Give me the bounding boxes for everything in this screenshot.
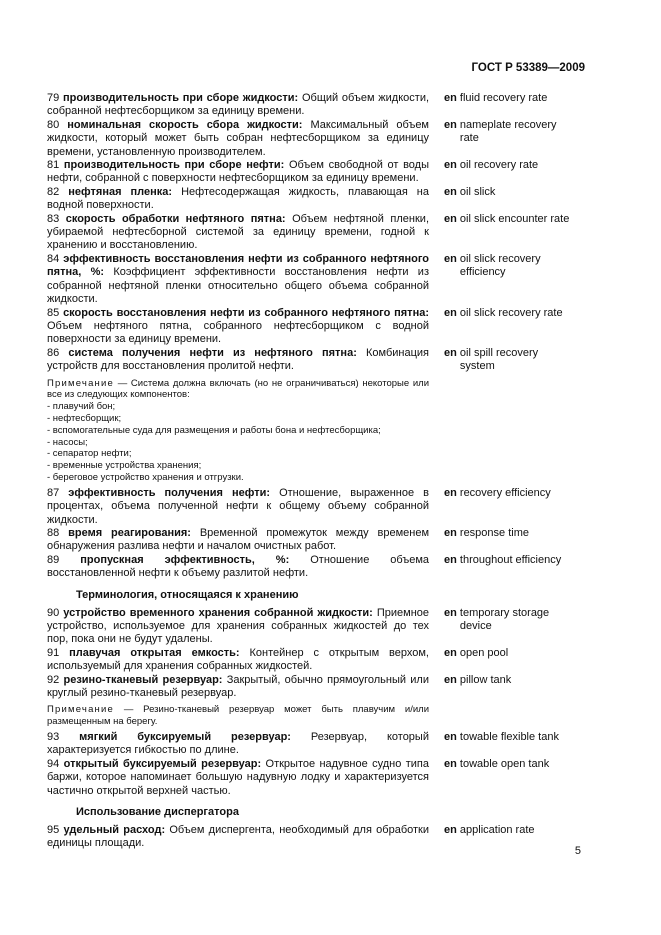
term-number: 83: [47, 212, 60, 225]
note-list-item: - сепаратор нефти;: [47, 448, 132, 460]
term-entry: [47, 647, 587, 674]
term-number: 91: [47, 646, 60, 659]
note-text: — Резино-тканевый резервуар может быть плавучим и/или размещенным на берегу.: [47, 704, 430, 728]
language-tag: en: [444, 118, 457, 131]
english-term: oil spill recovery system: [459, 346, 539, 373]
entry-group: [47, 92, 587, 374]
section-heading-storage: Терминология, относящаяся к хранению: [76, 588, 299, 601]
english-equivalent: [444, 758, 584, 798]
term-name: система получения нефти из нефтяного пятна:: [68, 346, 357, 359]
term-name: плавучая открытая емкость:: [69, 646, 240, 659]
term-number: 87: [47, 486, 60, 499]
term-definition: [47, 758, 429, 798]
definition-text: Общий объем жидкости, собранной нефтесборщиком за единицу времени.: [47, 92, 430, 118]
term-name: резино-тканевый резервуар:: [63, 673, 223, 686]
term-name: эффективность получения нефти:: [68, 486, 271, 499]
term-entry: [47, 674, 587, 701]
english-equivalent: [444, 674, 584, 701]
note-list-item: - временные устройства хранения;: [47, 460, 202, 472]
term-number: 85: [47, 306, 60, 319]
term-definition: [47, 674, 429, 701]
language-tag: en: [444, 730, 457, 743]
english-term: application rate: [459, 824, 535, 837]
term-name: мягкий буксируемый резервуар:: [79, 730, 291, 743]
term-entry: [47, 253, 587, 307]
definition-text: Коэффициент эффективности восстановления нефти из собранной нефтяной пленки относительно общего объема собранной жидкости.: [47, 266, 429, 306]
term-entry: [47, 159, 587, 186]
english-equivalent: [444, 607, 584, 647]
term-definition: [47, 824, 429, 851]
english-term: oil slick: [459, 185, 496, 198]
term-entry: [47, 186, 587, 213]
language-tag: en: [444, 306, 457, 319]
english-term: oil slick encounter rate: [459, 212, 570, 225]
term-number: 94: [47, 757, 60, 770]
english-term: throughout efficiency: [459, 553, 562, 566]
term-number: 95: [47, 824, 60, 837]
english-term: temporary storage device: [459, 606, 550, 632]
term-entry: [47, 527, 587, 554]
english-term: towable open tank: [459, 757, 550, 770]
term-number: 81: [47, 159, 60, 172]
note-list: [47, 401, 429, 484]
english-term: recovery efficiency: [459, 486, 551, 499]
english-term: oil recovery rate: [459, 159, 539, 172]
term-definition: [47, 307, 429, 347]
english-term: pillow tank: [459, 673, 512, 686]
term-definition: [47, 253, 429, 307]
terms-content: [47, 92, 587, 851]
term-definition: [47, 213, 429, 253]
english-equivalent: [444, 159, 584, 186]
note-list-item: - вспомогательные суда для размещения и работы бона и нефтесборщика;: [47, 424, 381, 436]
english-term: nameplate recovery rate: [459, 118, 557, 145]
definition-text: Открытое надувное судно типа баржи, которое напоминает большую надувную лодку и характеризуется частично открытой верхней частью.: [47, 757, 429, 797]
note-list-item: - береговое устройство хранения и отгрузки.: [47, 471, 244, 483]
language-tag: en: [444, 252, 457, 265]
term-number: 79: [47, 92, 60, 104]
definition-text: Нефтесодержащая жидкость, плавающая на водной поверхности.: [47, 185, 429, 212]
note-label: Примечание: [47, 377, 114, 389]
term-name: нефтяная пленка:: [68, 185, 173, 198]
definition-text: Временной промежуток между временем обнаружения разлива нефти и началом очистных работ.: [47, 526, 430, 553]
entry-group: [47, 824, 587, 851]
term-definition: [47, 607, 429, 647]
language-tag: en: [444, 92, 457, 104]
language-tag: en: [444, 646, 457, 659]
term-definition: [47, 731, 429, 758]
term-entry: [47, 213, 587, 253]
term-name: производительность при сборе жидкости:: [63, 92, 299, 104]
term-definition: [47, 347, 429, 374]
term-entry: [47, 347, 587, 374]
english-equivalent: [444, 647, 584, 674]
term-definition: [47, 159, 429, 186]
term-number: 88: [47, 526, 60, 539]
definition-text: Приемное устройство, используемое для хранения собранных жидкостей до тех пор, пока они не будут удалены.: [47, 606, 430, 646]
english-equivalent: [444, 186, 584, 213]
definition-text: Объем свободной от воды нефти, собранной с поверхности нефтесборщиком за единицу времени.: [47, 159, 429, 185]
definition-text: Комбинация устройств для восстановления пролитой нефти.: [47, 346, 429, 373]
language-tag: en: [444, 346, 457, 359]
english-equivalent: [444, 213, 584, 253]
note: [47, 378, 429, 484]
definition-text: Резервуар, который характеризуется гибкостью по длине.: [47, 730, 429, 757]
english-equivalent: [444, 92, 584, 119]
term-name: время реагирования:: [68, 526, 191, 539]
english-equivalent: [444, 307, 584, 347]
note-text: — Система должна включать (но не ограничиваться) некоторые или все из следующих компонентов:: [47, 377, 429, 401]
term-definition: [47, 92, 429, 119]
standard-code: ГОСТ Р 53389—2009: [471, 62, 585, 74]
term-number: 82: [47, 185, 60, 198]
english-term: open pool: [459, 646, 509, 659]
language-tag: en: [444, 185, 457, 198]
english-equivalent: [444, 253, 584, 307]
english-equivalent: [444, 347, 584, 374]
term-name: открытый буксируемый резервуар:: [63, 757, 262, 770]
term-definition: [47, 119, 429, 159]
term-definition: [47, 527, 429, 554]
term-entry: [47, 824, 587, 851]
page-number: 5: [574, 845, 581, 857]
english-term: response time: [459, 526, 529, 539]
english-term: oil slick recovery rate: [459, 306, 563, 319]
term-entry: [47, 758, 587, 798]
english-equivalent: [444, 824, 584, 851]
term-entry: [47, 607, 587, 647]
term-name: удельный расход:: [63, 824, 166, 837]
note-list-item: - плавучий бон;: [47, 401, 116, 413]
term-entry: [47, 487, 587, 527]
note-list-item: - насосы;: [47, 436, 88, 448]
term-definition: [47, 487, 429, 527]
english-term: oil slick recovery efficiency: [459, 252, 541, 279]
english-term: towable flexible tank: [459, 730, 559, 743]
term-number: 86: [47, 346, 60, 359]
note: [47, 704, 429, 728]
definition-text: Объем нефтяной пленки, убираемой нефтесборной системой за единицу времени, годной к хранению и восстановлению.: [47, 212, 430, 252]
english-equivalent: [444, 527, 584, 554]
note-intro: [47, 378, 429, 402]
term-name: устройство временного хранения собранной жидкости:: [63, 606, 373, 619]
definition-text: Объем нефтяного пятна, собранного нефтесборщиком с водной поверхности за единицу времени.: [47, 319, 429, 346]
definition-text: Контейнер с открытым верхом, используемый для хранения собранных жидкостей.: [47, 646, 429, 673]
term-definition: [47, 647, 429, 674]
language-tag: en: [444, 824, 457, 837]
term-definition: [47, 554, 429, 581]
definition-text: Объем диспергента, необходимый для обработки единицы площади.: [47, 824, 429, 850]
definition-text: Отношение объема восстановленной нефти к объему разлитой нефти.: [47, 553, 430, 580]
english-equivalent: [444, 487, 584, 527]
term-definition: [47, 186, 429, 213]
english-term: fluid recovery rate: [459, 92, 548, 104]
language-tag: en: [444, 486, 457, 499]
term-entry: [47, 731, 587, 758]
term-number: 92: [47, 673, 60, 686]
language-tag: en: [444, 526, 457, 539]
language-tag: en: [444, 159, 457, 172]
note-list-item: - нефтесборщик;: [47, 412, 122, 424]
definition-text: Закрытый, обычно прямоугольный или круглый резино-тканевый резервуар.: [47, 673, 429, 699]
entry-group: [47, 607, 587, 701]
term-number: 90: [47, 606, 60, 619]
term-entry: [47, 554, 587, 581]
note-label: Примечание: [47, 704, 114, 716]
language-tag: en: [444, 673, 457, 686]
term-number: 80: [47, 118, 60, 131]
entry-group: [47, 731, 587, 798]
term-entry: [47, 92, 587, 119]
term-number: 93: [47, 730, 60, 743]
language-tag: en: [444, 212, 457, 225]
entry-group: [47, 487, 587, 581]
term-entry: [47, 307, 587, 347]
definition-text: Максимальный объем жидкости, который может быть собран нефтесборщиком за единицу времени, установленную производителем.: [47, 118, 429, 158]
term-name: скорость восстановления нефти из собранного нефтяного пятна:: [63, 306, 429, 319]
definition-text: Отношение, выраженное в процентах, объема полученной нефти к общему объему собранной жидкости.: [47, 486, 429, 526]
term-entry: [47, 119, 587, 159]
term-name: номинальная скорость сбора жидкости:: [67, 118, 303, 131]
section-heading-dispersant: Использование диспергатора: [76, 806, 239, 819]
term-name: пропускная эффективность, %:: [80, 553, 290, 566]
language-tag: en: [444, 757, 457, 770]
language-tag: en: [444, 553, 457, 566]
term-name: производительность при сборе нефти:: [63, 159, 285, 172]
language-tag: en: [444, 606, 457, 619]
english-equivalent: [444, 554, 584, 581]
term-number: 84: [47, 252, 60, 265]
term-name: эффективность восстановления нефти из собранного нефтяного пятна, %:: [47, 252, 430, 279]
term-number: 89: [47, 553, 60, 566]
english-equivalent: [444, 731, 584, 758]
english-equivalent: [444, 119, 584, 159]
term-name: скорость обработки нефтяного пятна:: [65, 212, 286, 225]
